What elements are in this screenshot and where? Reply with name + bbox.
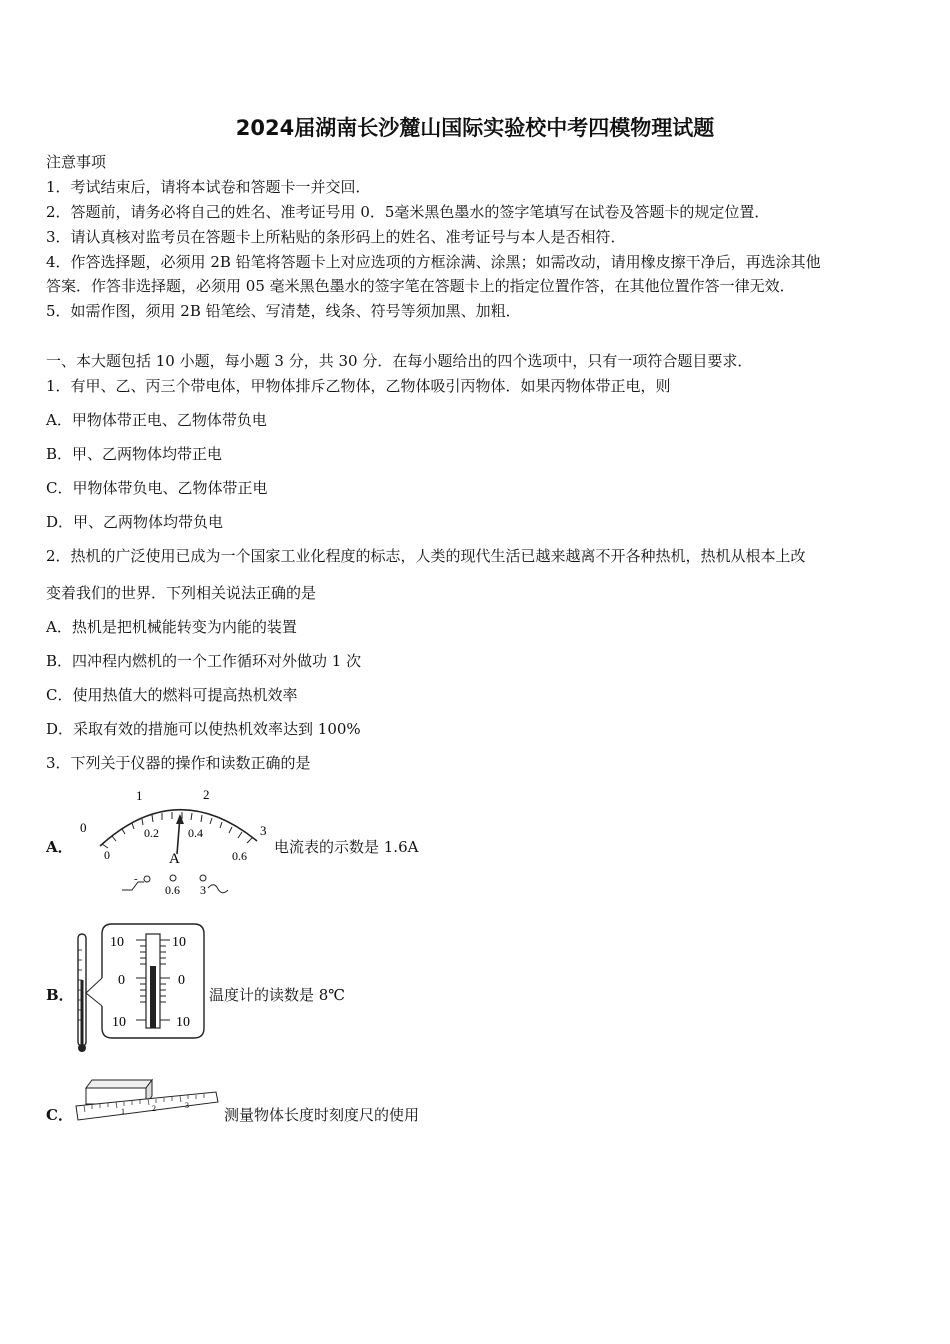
scale-top-label: 3 [260,823,267,838]
option-item: C．甲物体带负电、乙物体带正电 [46,479,268,497]
scale-bottom-label: 0 [104,848,110,862]
option-item: A．热机是把机械能转变为内能的装置 [46,618,297,636]
option-item: A．甲物体带正电、乙物体带负电 [46,411,267,429]
question-stem: 1．有甲、乙、丙三个带电体，甲物体排斥乙物体，乙物体吸引丙物体．如果丙物体带正电，则 [46,377,671,395]
option-caption: 测量物体长度时刻度尺的使用 [224,1106,420,1124]
thermo-mark-left: 0 [118,973,125,988]
page-title: 2024届湖南长沙麓山国际实验校中考四模物理试题 [235,116,715,140]
scale-top-label: 2 [203,787,210,802]
terminal-label: - [134,873,138,885]
thermometer-figure [72,920,212,1060]
option-item: C．使用热值大的燃料可提高热机效率 [46,686,298,704]
thermo-mark-right: 0 [178,973,185,988]
terminal-label: 0.6 [165,883,180,897]
terminal-label: 3 [200,883,206,897]
ruler-mark: 1 [121,1107,125,1116]
notice-item: 5．如需作图，须用 2B 铅笔绘、写清楚，线条、符号等须加黑、加粗． [46,302,521,320]
ruler-figure [72,1078,222,1128]
ruler-mark: 3 [185,1101,189,1110]
question-stem: 2．热机的广泛使用已成为一个国家工业化程度的标志，人类的现代生活已越来越离不开各种热机，热机从根本上改 [46,547,806,565]
option-item: B．甲、乙两物体均带正电 [46,445,223,463]
notice-item: 2．答题前，请务必将自己的姓名、准考证号用 0．5毫米黑色墨水的签字笔填写在试卷及答题卡的规定位置． [46,203,770,221]
option-item: D．甲、乙两物体均带负电 [46,513,224,531]
ammeter-figure [72,786,272,901]
option-item: D．采取有效的措施可以使热机效率达到 100% [46,720,361,738]
option-caption: 温度计的读数是 8℃ [209,986,346,1004]
unit-label: A [169,851,180,867]
ruler-mark: 2 [152,1104,156,1113]
notice-item: 4．作答选择题，必须用 2B 铅笔将答题卡上对应选项的方框涂满、涂黑；如需改动，请用橡皮擦干净后，再选涂其他 [46,253,821,271]
section-heading: 一、本大题包括 10 小题，每小题 3 分，共 30 分．在每小题给出的四个选项中，只有一项符合题目要求． [46,352,753,370]
notice-heading: 注意事项 [46,153,107,171]
option-caption: 电流表的示数是 1.6A [274,838,419,856]
thermo-mark-right: 10 [176,1015,190,1030]
thermo-mark-left: 10 [112,1015,126,1030]
option-label: A． [46,838,73,856]
scale-top-label: 0 [80,820,87,835]
notice-item: 3．请认真核对监考员在答题卡上所粘贴的条形码上的姓名、准考证号与本人是否相符． [46,228,626,246]
scale-bottom-label: 0.4 [188,826,203,840]
thermo-mark-left: 10 [110,935,124,950]
scale-top-label: 1 [136,788,143,803]
option-label: C． [46,1106,73,1124]
scale-bottom-label: 0.2 [144,826,159,840]
option-item: B．四冲程内燃机的一个工作循环对外做功 1 次 [46,652,362,670]
question-stem: 3．下列关于仪器的操作和读数正确的是 [46,754,311,772]
notice-item: 1．考试结束后，请将本试卷和答题卡一并交回． [46,178,371,196]
question-stem: 变着我们的世界．下列相关说法正确的是 [46,584,317,602]
option-label: B． [46,986,74,1004]
notice-item: 答案．作答非选择题，必须用 05 毫米黑色墨水的签字笔在答题卡上的指定位置作答，在其他位置作答一律无效． [46,277,795,295]
thermo-mark-right: 10 [172,935,186,950]
scale-bottom-label: 0.6 [232,849,247,863]
